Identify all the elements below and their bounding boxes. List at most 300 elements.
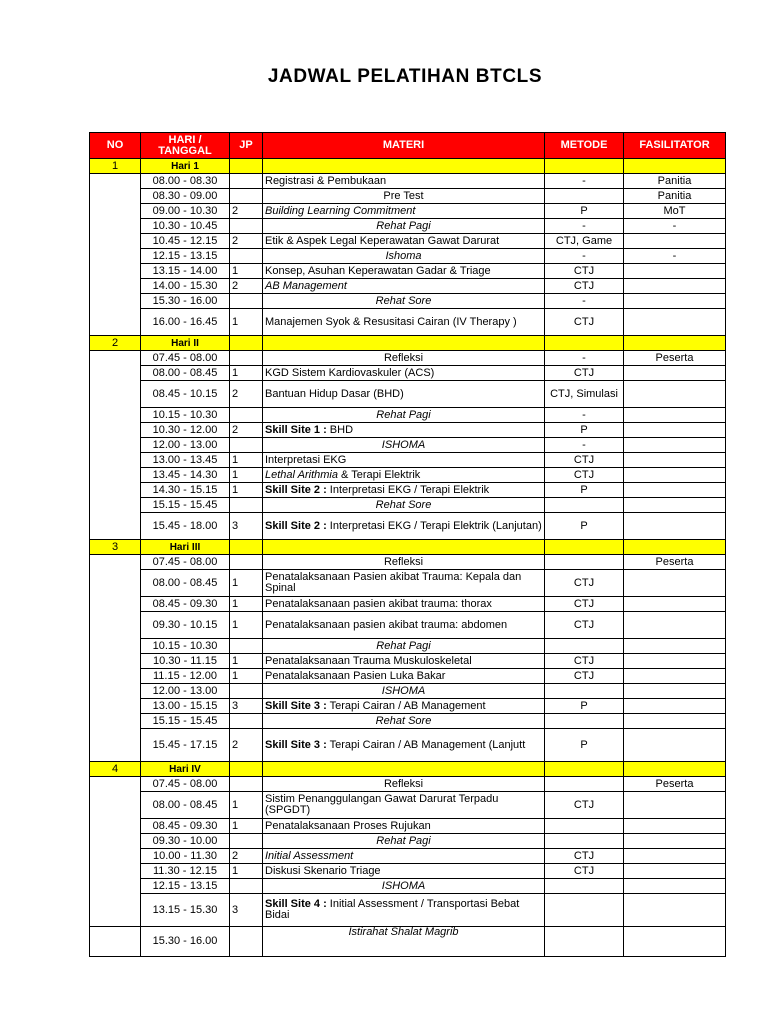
time-cell: 14.00 - 15.30 [141, 279, 230, 294]
metode-cell: - [545, 408, 624, 423]
metode-cell: - [545, 174, 624, 189]
jp-cell: 1 [230, 468, 263, 483]
time-cell: 10.45 - 12.15 [141, 234, 230, 249]
no-cell [90, 555, 141, 762]
day-header-cell [230, 159, 263, 174]
day-label: Hari II [141, 336, 230, 351]
table-row [90, 408, 726, 423]
fasilitator-cell [624, 234, 726, 249]
metode-cell: P [545, 729, 624, 762]
time-cell: 07.45 - 08.00 [141, 351, 230, 366]
materi-cell: Istirahat Shalat Magrib [263, 927, 545, 957]
metode-cell: CTJ, Game [545, 234, 624, 249]
metode-cell: CTJ [545, 309, 624, 336]
header-no: NO [90, 133, 141, 159]
fasilitator-cell [624, 654, 726, 669]
time-cell: 13.00 - 13.45 [141, 453, 230, 468]
day-header-cell [545, 762, 624, 777]
jp-cell: 1 [230, 792, 263, 819]
materi-cell [263, 570, 545, 597]
jp-cell: 1 [230, 669, 263, 684]
materi-cell [263, 174, 545, 189]
table-row [90, 189, 726, 204]
table-row [90, 366, 726, 381]
fasilitator-cell [624, 639, 726, 654]
fasilitator-cell [624, 792, 726, 819]
time-cell: 08.45 - 10.15 [141, 381, 230, 408]
jp-cell: 1 [230, 570, 263, 597]
materi-cell [263, 555, 545, 570]
fasilitator-cell [624, 612, 726, 639]
table-row [90, 849, 726, 864]
jp-cell [230, 249, 263, 264]
materi-text: Rehat Pagi [376, 408, 431, 421]
materi-text: ISHOMA [381, 879, 426, 892]
materi-bold: Skill Site 2 : [265, 519, 327, 532]
day-header-cell [263, 540, 545, 555]
fasilitator-cell: MoT [624, 204, 726, 219]
materi-bold: Skill Site 3 : [265, 699, 327, 712]
materi-cell [263, 669, 545, 684]
table-row [90, 351, 726, 366]
table-row [90, 279, 726, 294]
header-fasilitator: FASILITATOR [624, 133, 726, 159]
day-header-row [90, 762, 726, 777]
materi-text: Penatalaksanaan pasien akibat trauma: thorax [265, 597, 492, 610]
fasilitator-cell: Panitia [624, 174, 726, 189]
materi-text: Refleksi [383, 351, 424, 364]
materi-cell [263, 879, 545, 894]
day-header-cell [263, 336, 545, 351]
fasilitator-cell: Peserta [624, 555, 726, 570]
materi-text: Penatalaksanaan Pasien Luka Bakar [265, 669, 446, 682]
materi-text: Sistim Penanggulangan Gawat Darurat Terpadu (SPGDT) [265, 793, 499, 816]
time-cell: 08.00 - 08.30 [141, 174, 230, 189]
jp-cell [230, 408, 263, 423]
day-header-cell [230, 336, 263, 351]
day-label: Hari 1 [141, 159, 230, 174]
metode-cell: CTJ [545, 792, 624, 819]
fasilitator-cell: - [624, 219, 726, 234]
table-row [90, 555, 726, 570]
materi-text: Ishoma [385, 249, 422, 262]
jp-cell [230, 219, 263, 234]
materi-cell [263, 204, 545, 219]
metode-cell: CTJ [545, 264, 624, 279]
time-cell: 15.45 - 18.00 [141, 513, 230, 540]
metode-cell: P [545, 423, 624, 438]
jp-cell: 2 [230, 204, 263, 219]
table-row [90, 879, 726, 894]
materi-cell [263, 714, 545, 729]
jp-cell: 2 [230, 381, 263, 408]
jp-cell: 1 [230, 597, 263, 612]
table-row [90, 264, 726, 279]
jp-cell [230, 438, 263, 453]
materi-text: ISHOMA [381, 438, 426, 451]
time-cell: 08.45 - 09.30 [141, 597, 230, 612]
fasilitator-cell [624, 597, 726, 612]
materi-text: Penatalaksanaan Trauma Muskuloskeletal [265, 654, 472, 667]
metode-cell: CTJ [545, 849, 624, 864]
table-row [90, 513, 726, 540]
jp-cell [230, 498, 263, 513]
fasilitator-cell [624, 366, 726, 381]
jp-cell: 3 [230, 513, 263, 540]
table-row [90, 669, 726, 684]
time-cell: 15.45 - 17.15 [141, 729, 230, 762]
materi-cell [263, 513, 545, 540]
metode-cell: - [545, 294, 624, 309]
fasilitator-cell [624, 264, 726, 279]
time-cell: 08.30 - 09.00 [141, 189, 230, 204]
header-materi: MATERI [263, 133, 545, 159]
materi-text: Pre Test [383, 189, 424, 202]
materi-cell [263, 294, 545, 309]
time-cell: 13.45 - 14.30 [141, 468, 230, 483]
materi-text: Manajemen Syok & Resusitasi Cairan (IV Therapy ) [265, 315, 517, 328]
table-row [90, 423, 726, 438]
time-cell: 09.30 - 10.00 [141, 834, 230, 849]
metode-cell: - [545, 219, 624, 234]
metode-cell: - [545, 351, 624, 366]
schedule-table [89, 132, 726, 957]
metode-cell [545, 894, 624, 927]
metode-cell [545, 684, 624, 699]
jp-cell [230, 879, 263, 894]
page-title: JADWAL PELATIHAN BTCLS [267, 66, 543, 87]
materi-text: Terapi Cairan / AB Management (Lanjutt [326, 738, 526, 751]
fasilitator-cell: Panitia [624, 189, 726, 204]
materi-cell [263, 408, 545, 423]
jp-cell: 2 [230, 234, 263, 249]
day-header-cell [624, 159, 726, 174]
metode-cell: - [545, 438, 624, 453]
time-cell: 14.30 - 15.15 [141, 483, 230, 498]
jp-cell: 1 [230, 654, 263, 669]
table-row [90, 792, 726, 819]
metode-cell: CTJ [545, 468, 624, 483]
day-header-row [90, 540, 726, 555]
table-row [90, 249, 726, 264]
metode-cell: CTJ, Simulasi [545, 381, 624, 408]
day-header-cell [624, 762, 726, 777]
jp-cell [230, 189, 263, 204]
materi-bold: Skill Site 4 : [265, 898, 327, 910]
materi-text: AB Management [265, 279, 347, 292]
day-header-cell [263, 762, 545, 777]
time-cell: 07.45 - 08.00 [141, 777, 230, 792]
day-header-cell [624, 336, 726, 351]
jp-cell: 3 [230, 894, 263, 927]
metode-cell: CTJ [545, 279, 624, 294]
table-row [90, 597, 726, 612]
jp-cell: 1 [230, 483, 263, 498]
materi-text: Interpretasi EKG / Terapi Elektrik (Lanjutan) [326, 519, 542, 532]
materi-text: Interpretasi EKG / Terapi Elektrik [326, 483, 490, 496]
materi-text: Interpretasi EKG [265, 453, 347, 466]
metode-cell [545, 498, 624, 513]
metode-cell [545, 819, 624, 834]
metode-cell [545, 777, 624, 792]
materi-cell [263, 279, 545, 294]
time-cell: 15.30 - 16.00 [141, 294, 230, 309]
time-cell: 10.30 - 11.15 [141, 654, 230, 669]
materi-italic: Lethal Arithmia [265, 468, 338, 481]
materi-text: KGD Sistem Kardiovaskuler (ACS) [265, 366, 435, 379]
day-header-row [90, 159, 726, 174]
jp-cell: 1 [230, 309, 263, 336]
table-row [90, 927, 726, 957]
jp-cell: 1 [230, 453, 263, 468]
day-number: 1 [90, 159, 141, 174]
fasilitator-cell [624, 498, 726, 513]
day-label: Hari III [141, 540, 230, 555]
jp-cell [230, 714, 263, 729]
jp-cell: 1 [230, 264, 263, 279]
jp-cell: 2 [230, 423, 263, 438]
time-cell: 15.30 - 16.00 [141, 927, 230, 957]
time-cell: 09.30 - 10.15 [141, 612, 230, 639]
fasilitator-cell [624, 294, 726, 309]
materi-text: Penatalaksanaan Pasien akibat Trauma: Kepala dan Spinal [265, 571, 522, 594]
fasilitator-cell [624, 468, 726, 483]
materi-text: & Terapi Elektrik [337, 468, 421, 481]
time-cell: 10.30 - 12.00 [141, 423, 230, 438]
metode-cell: CTJ [545, 612, 624, 639]
materi-text: Etik & Aspek Legal Keperawatan Gawat Darurat [265, 234, 500, 247]
time-cell: 15.15 - 15.45 [141, 714, 230, 729]
table-row [90, 204, 726, 219]
materi-text: Bantuan Hidup Dasar (BHD) [265, 387, 404, 400]
metode-cell: CTJ [545, 669, 624, 684]
materi-text: Refleksi [383, 555, 424, 568]
jp-cell [230, 294, 263, 309]
fasilitator-cell [624, 423, 726, 438]
materi-cell [263, 219, 545, 234]
metode-cell: P [545, 483, 624, 498]
table-row [90, 894, 726, 927]
materi-bold: Skill Site 3 : [265, 738, 327, 751]
fasilitator-cell [624, 669, 726, 684]
table-row [90, 438, 726, 453]
jp-cell: 2 [230, 279, 263, 294]
jp-cell [230, 174, 263, 189]
day-number: 3 [90, 540, 141, 555]
fasilitator-cell [624, 309, 726, 336]
time-cell: 08.00 - 08.45 [141, 570, 230, 597]
time-cell: 10.15 - 10.30 [141, 639, 230, 654]
metode-cell [545, 639, 624, 654]
time-cell: 08.00 - 08.45 [141, 792, 230, 819]
time-cell: 13.15 - 14.00 [141, 264, 230, 279]
no-cell [90, 351, 141, 540]
materi-text: Initial Assessment / Transportasi Bebat Bidai [265, 898, 520, 921]
jp-cell: 2 [230, 849, 263, 864]
fasilitator-cell [624, 483, 726, 498]
fasilitator-cell [624, 513, 726, 540]
no-cell [90, 174, 141, 336]
materi-text: Registrasi & Pembukaan [265, 174, 387, 187]
materi-cell [263, 483, 545, 498]
jp-cell: 1 [230, 864, 263, 879]
day-header-row [90, 336, 726, 351]
table-row [90, 570, 726, 597]
table-row [90, 729, 726, 762]
materi-cell [263, 699, 545, 714]
metode-cell [545, 555, 624, 570]
time-cell: 12.00 - 13.00 [141, 684, 230, 699]
table-row [90, 714, 726, 729]
table-row [90, 819, 726, 834]
day-number: 4 [90, 762, 141, 777]
table-row [90, 294, 726, 309]
table-row [90, 174, 726, 189]
metode-cell: P [545, 699, 624, 714]
fasilitator-cell: Peserta [624, 777, 726, 792]
fasilitator-cell [624, 879, 726, 894]
time-cell: 12.00 - 13.00 [141, 438, 230, 453]
fasilitator-cell [624, 864, 726, 879]
materi-text: Rehat Pagi [376, 219, 431, 232]
table-row [90, 468, 726, 483]
day-header-cell [545, 159, 624, 174]
fasilitator-cell [624, 819, 726, 834]
time-cell: 10.15 - 10.30 [141, 408, 230, 423]
materi-text: Refleksi [383, 777, 424, 790]
materi-text: Terapi Cairan / AB Management [326, 699, 486, 712]
time-cell: 08.00 - 08.45 [141, 366, 230, 381]
time-cell: 10.00 - 11.30 [141, 849, 230, 864]
time-cell: 13.15 - 15.30 [141, 894, 230, 927]
jp-cell: 2 [230, 729, 263, 762]
materi-cell [263, 498, 545, 513]
fasilitator-cell [624, 684, 726, 699]
metode-cell [545, 927, 624, 957]
materi-cell [263, 792, 545, 819]
materi-cell [263, 453, 545, 468]
materi-cell [263, 864, 545, 879]
time-cell: 11.15 - 12.00 [141, 669, 230, 684]
materi-cell [263, 438, 545, 453]
day-header-cell [624, 540, 726, 555]
fasilitator-cell [624, 408, 726, 423]
no-cell [90, 927, 141, 957]
jp-cell [230, 834, 263, 849]
table-row [90, 834, 726, 849]
materi-text: Rehat Sore [375, 714, 432, 727]
metode-cell [545, 879, 624, 894]
materi-text: Diskusi Skenario Triage [265, 864, 381, 877]
time-cell: 10.30 - 10.45 [141, 219, 230, 234]
materi-cell [263, 309, 545, 336]
fasilitator-cell [624, 927, 726, 957]
day-header-cell [230, 540, 263, 555]
fasilitator-cell [624, 699, 726, 714]
materi-text: Penatalaksanaan pasien akibat trauma: abdomen [265, 618, 508, 631]
materi-bold: Skill Site 1 : [265, 423, 327, 436]
materi-cell [263, 468, 545, 483]
jp-cell: 1 [230, 819, 263, 834]
fasilitator-cell: Peserta [624, 351, 726, 366]
jp-cell [230, 639, 263, 654]
materi-cell [263, 366, 545, 381]
materi-cell [263, 264, 545, 279]
table-row [90, 381, 726, 408]
materi-cell [263, 249, 545, 264]
table-row [90, 684, 726, 699]
fasilitator-cell [624, 729, 726, 762]
table-row [90, 309, 726, 336]
fasilitator-cell [624, 849, 726, 864]
day-label: Hari IV [141, 762, 230, 777]
time-cell: 07.45 - 08.00 [141, 555, 230, 570]
metode-cell: CTJ [545, 366, 624, 381]
fasilitator-cell [624, 438, 726, 453]
jp-cell [230, 927, 263, 957]
time-cell: 16.00 - 16.45 [141, 309, 230, 336]
table-row [90, 234, 726, 249]
no-cell [90, 777, 141, 927]
jp-cell [230, 684, 263, 699]
table-row [90, 219, 726, 234]
table-row [90, 654, 726, 669]
day-number: 2 [90, 336, 141, 351]
materi-cell [263, 597, 545, 612]
fasilitator-cell: - [624, 249, 726, 264]
fasilitator-cell [624, 894, 726, 927]
table-row [90, 864, 726, 879]
table-row [90, 453, 726, 468]
materi-text: Konsep, Asuhan Keperawatan Gadar & Triage [265, 264, 491, 277]
fasilitator-cell [624, 279, 726, 294]
materi-text: ISHOMA [381, 684, 426, 697]
table-row [90, 483, 726, 498]
metode-cell: CTJ [545, 570, 624, 597]
metode-cell: CTJ [545, 864, 624, 879]
jp-cell: 1 [230, 366, 263, 381]
header-jp: JP [230, 133, 263, 159]
fasilitator-cell [624, 570, 726, 597]
time-cell: 08.45 - 09.30 [141, 819, 230, 834]
day-header-cell [263, 159, 545, 174]
materi-cell [263, 729, 545, 762]
materi-cell [263, 777, 545, 792]
day-header-cell [545, 336, 624, 351]
time-cell: 11.30 - 12.15 [141, 864, 230, 879]
materi-bold: Skill Site 2 : [265, 483, 327, 496]
table-row [90, 639, 726, 654]
materi-cell [263, 684, 545, 699]
fasilitator-cell [624, 381, 726, 408]
materi-cell [263, 381, 545, 408]
time-cell: 12.15 - 13.15 [141, 249, 230, 264]
materi-cell [263, 894, 545, 927]
materi-cell [263, 234, 545, 249]
time-cell: 12.15 - 13.15 [141, 879, 230, 894]
materi-text: Rehat Sore [375, 498, 432, 511]
time-cell: 15.15 - 15.45 [141, 498, 230, 513]
metode-cell: CTJ [545, 654, 624, 669]
time-cell: 13.00 - 15.15 [141, 699, 230, 714]
materi-cell [263, 189, 545, 204]
materi-text: Building Learning Commitment [265, 204, 416, 217]
metode-cell: P [545, 513, 624, 540]
materi-text: BHD [326, 423, 354, 436]
metode-cell [545, 834, 624, 849]
jp-cell [230, 777, 263, 792]
materi-cell [263, 849, 545, 864]
